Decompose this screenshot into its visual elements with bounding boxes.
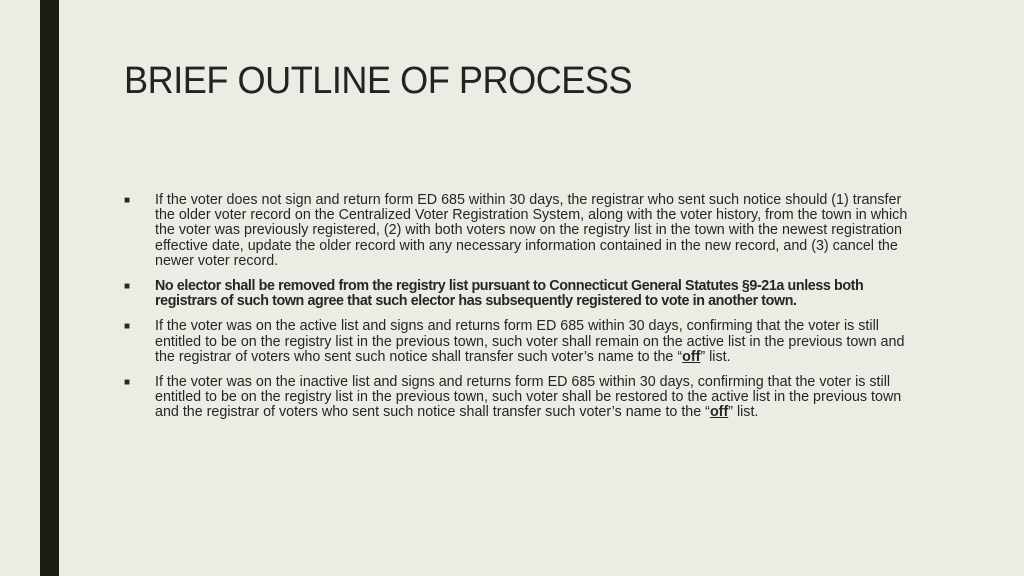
bullet-square-icon: ■ [124, 321, 131, 333]
left-accent-bar [40, 0, 59, 576]
bullet-square-icon: ■ [124, 281, 130, 293]
bullet-item-4 [124, 375, 924, 421]
bullet-text-after: ” list. [728, 404, 759, 421]
bullet-text: No elector shall be removed from the registry list pursuant to Connecticut General Statutes §9-21a unless both registrars of such town agree that such elector has subsequently registered to vote in another town. [155, 278, 864, 310]
slide-title: BRIEF OUTLINE OF PROCESS [124, 60, 633, 102]
bullet-square-icon: ■ [124, 195, 131, 206]
bullet-text [155, 374, 901, 420]
bullet-list [124, 193, 924, 431]
bullet-text-before: If the voter was on the active list and signs and returns form ED 685 within 30 days, confirming that the voter is still entitled to be on the registry list in the previous town, such voter shall remain on the active list in the previous town and the registrar of voters who sent such notice shall transfer such voter’s name to the “ [155, 318, 905, 365]
bullet-item-2 [124, 279, 924, 309]
bullet-text-after: ” list. [700, 348, 731, 365]
bullet-square-icon: ■ [124, 377, 131, 389]
bullet-text: If the voter does not sign and return form ED 685 within 30 days, the registrar who sent such notice should (1) transfer the older voter record on the Centralized Voter Registration System, along with the voter history, from the town in which the voter was previously registered, (2) with both voters now on the registry list in the town with the newest registration effective date, update the older record with any necessary information contained in the new record, and (3) cancel the newer voter record. [155, 192, 908, 269]
bullet-item-3 [124, 319, 924, 365]
bullet-emphasis-off: off [709, 404, 729, 421]
bullet-text [155, 318, 904, 364]
bullet-emphasis-off: off [682, 348, 701, 365]
bullet-text-before: If the voter was on the inactive list and signs and returns form ED 685 within 30 days, confirming that the voter is still entitled to be on the registry list in the previous town, such voter shall be restored to the active list in the previous town and the registrar of voters who sent such notice shall transfer such voter’s name to the “ [155, 374, 902, 421]
bullet-item-1 [124, 193, 924, 269]
